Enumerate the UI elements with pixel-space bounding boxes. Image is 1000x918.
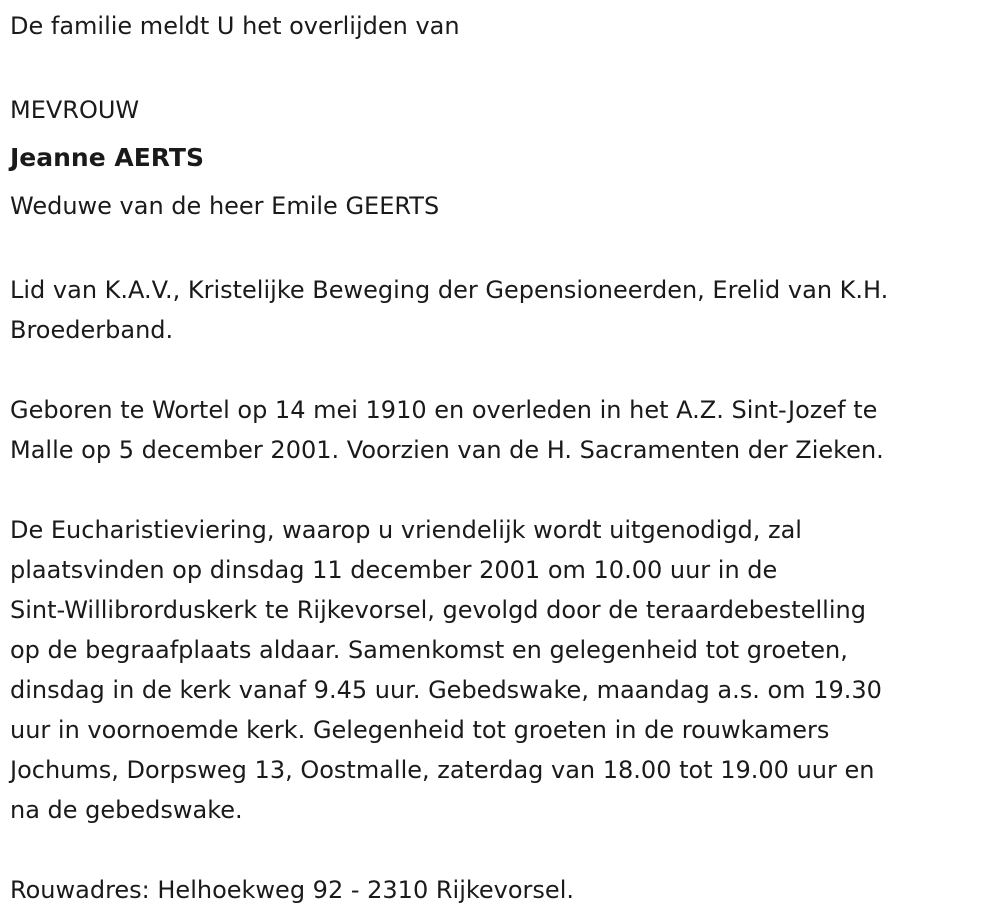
salutation: MEVROUW [10,96,140,124]
ceremony-paragraph [10,510,985,830]
address-paragraph [10,870,985,910]
birth-death-line: Malle op 5 december 2001. Voorzien van de H. Sacramenten der Zieken. [10,436,884,464]
spouse-line: Weduwe van de heer Emile GEERTS [10,192,440,220]
membership-line: Broederband. [10,316,174,344]
ceremony-line: uur in voornoemde kerk. Gelegenheid tot groeten in de rouwkamers [10,716,830,744]
ceremony-line: na de gebedswake. [10,796,243,824]
ceremony-line: dinsdag in de kerk vanaf 9.45 uur. Gebedswake, maandag a.s. om 19.30 [10,676,882,704]
obituary-document [10,6,985,910]
ceremony-line: op de begraafplaats aldaar. Samenkomst en gelegenheid tot groeten, [10,636,848,664]
ceremony-line: Sint-Willibrorduskerk te Rijkevorsel, gevolgd door de teraardebestelling [10,596,866,624]
birth-death-paragraph [10,390,985,470]
membership-line: Lid van K.A.V., Kristelijke Beweging der Gepensioneerden, Erelid van K.H. [10,276,889,304]
funeral-address: Rouwadres: Helhoekweg 92 - 2310 Rijkevorsel. [10,876,574,904]
intro-text: De familie meldt U het overlijden van [10,12,460,40]
deceased-name: Jeanne AERTS [10,143,204,172]
ceremony-line: plaatsvinden op dinsdag 11 december 2001 om 10.00 uur in de [10,556,778,584]
ceremony-line: Jochums, Dorpsweg 13, Oostmalle, zaterdag van 18.00 tot 19.00 uur en [10,756,875,784]
birth-death-line: Geboren te Wortel op 14 mei 1910 en overleden in het A.Z. Sint-Jozef te [10,396,878,424]
membership-paragraph [10,270,985,350]
ceremony-line: De Eucharistieviering, waarop u vriendelijk wordt uitgenodigd, zal [10,516,802,544]
intro-paragraph [10,6,985,46]
deceased-block [10,86,985,230]
